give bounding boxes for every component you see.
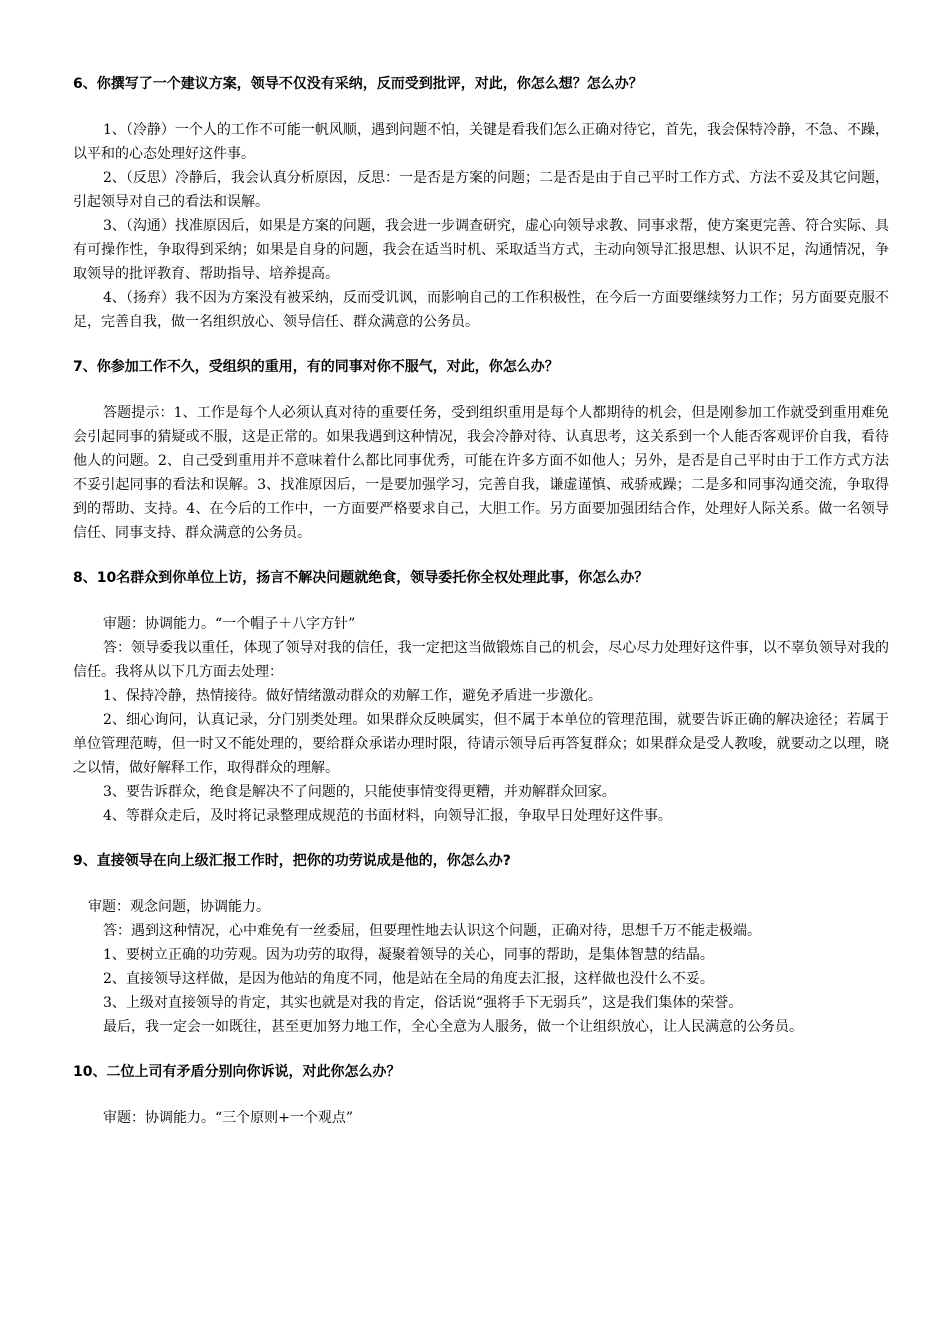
section-9-para-2: 答：遇到这种情况，心中难免有一丝委屈，但要理性地去认识这个问题，正确对待，思想千万不能走极端。 xyxy=(103,923,761,939)
section-8-para-4: 2、细心询问，认真记录，分门别类处理。如果群众反映属实，但不属于本单位的管理范围，就要告诉正确的解决途径；若属于单位管理范畴，但一时又不能处理的，要给群众承诺办理时限，待请示领导后再答复群众；如果群众是受人教唆，就要动之以理，晓之以情，做好解释工作，取得群众的理解。 xyxy=(73,712,889,776)
section-9-para-6: 最后，我一定会一如既往，甚至更加努力地工作，全心全意为人服务，做一个让组织放心，让人民满意的公务员。 xyxy=(103,1019,803,1035)
section-8-para-1: 审题：协调能力。“一个帽子＋八字方针” xyxy=(103,616,356,632)
section-10-title: 10、二位上司有矛盾分别向你诉说，对此你怎么办？ xyxy=(73,1064,401,1080)
section-9-para-1: 审题：观念问题，协调能力。 xyxy=(88,899,270,915)
section-9-para-5: 3、上级对直接领导的肯定，其实也就是对我的肯定，俗话说“强将手下无弱兵”，这是我们集体的荣誉。 xyxy=(103,995,743,1011)
section-6-title: 6、你撰写了一个建议方案，领导不仅没有采纳，反而受到批评，对此，你怎么想？怎么办？ xyxy=(73,76,643,92)
section-9-para-3: 1、要树立正确的功劳观。因为功劳的取得，凝聚着领导的关心，同事的帮助，是集体智慧的结晶。 xyxy=(103,947,714,963)
section-7-para-1: 答题提示：1、工作是每个人必须认真对待的重要任务，受到组织重用是每个人都期待的机会，但是刚参加工作就受到重用难免会引起同事的猜疑或不服，这是正常的。如果我遇到这种情况，我会冷静对待、认真思考，这关系到一个人能否客观评价自我，看待他人的问题。2、自己受到重用并不意味着什么都比同事优秀，可能在许多方面不如他人；另外，是否是自己平时由于工作方式方法不妥引起同事的看法和误解。3、找准原因后，一是要加强学习，完善自我，谦虚谨慎、戒骄戒躁；二是多和同事沟通交流，争取得到的帮助、支持。4、在今后的工作中，一方面要严格要求自己，大胆工作。另方面要加强团结合作，处理好人际关系。做一名领导信任、同事支持、群众满意的公务员。 xyxy=(73,405,889,541)
section-6-para-1: 1、（冷静）一个人的工作不可能一帆风顺，遇到问题不怕，关键是看我们怎么正确对待它，首先，我会保特冷静，不急、不躁，以平和的心态处理好这件事。 xyxy=(73,122,889,162)
section-10-para-1: 审题：协调能力。“三个原则+一个观点” xyxy=(103,1110,354,1126)
section-7 xyxy=(73,355,889,545)
section-6-para-4: 4、（扬弃）我不因为方案没有被采纳，反而受讥讽，而影响自己的工作积极性，在今后一方面要继续努力工作；另方面要克服不足，完善自我，做一名组织放心、领导信任、群众满意的公务员。 xyxy=(73,290,889,330)
section-8-para-5: 3、要告诉群众，绝食是解决不了问题的，只能使事情变得更糟，并劝解群众回家。 xyxy=(103,784,616,800)
section-10 xyxy=(73,1060,889,1130)
section-6-para-2: 2、（反思）冷静后，我会认真分析原因，反思：一是否是方案的问题；二是否是由于自己平时工作方式、方法不妥及其它问题，引起领导对自己的看法和误解。 xyxy=(73,170,889,210)
section-8-para-6: 4、等群众走后，及时将记录整理成规范的书面材料，向领导汇报，争取早日处理好这件事。 xyxy=(103,808,672,824)
section-9-title: 9、直接领导在向上级汇报工作时，把你的功劳说成是他的，你怎么办? xyxy=(73,853,511,869)
section-6 xyxy=(73,72,889,334)
section-8-para-3: 1、保持冷静，热情接待。做好情绪激动群众的劝解工作，避免矛盾进一步激化。 xyxy=(103,688,602,704)
section-8-para-2: 答：领导委我以重任，体现了领导对我的信任，我一定把这当做锻炼自己的机会，尽心尽力处理好这件事，以不辜负领导对我的信任。我将从以下几方面去处理： xyxy=(73,640,889,680)
section-9 xyxy=(73,849,889,1039)
section-6-para-3: 3、（沟通）找准原因后，如果是方案的问题，我会进一步调查研究，虚心向领导求教、同事求帮，使方案更完善、符合实际、具有可操作性，争取得到采纳；如果是自身的问题，我会在适当时机、采取适当方式，主动向领导汇报思想、认识不足，沟通情况，争取领导的批评教育、帮助指导、培养提高。 xyxy=(73,218,889,282)
document-page xyxy=(73,72,889,1130)
section-7-title: 7、你参加工作不久，受组织的重用，有的同事对你不服气，对此，你怎么办？ xyxy=(73,359,559,375)
section-8-title: 8、10名群众到你单位上访，扬言不解决问题就绝食，领导委托你全权处理此事，你怎么办？ xyxy=(73,570,649,586)
section-8 xyxy=(73,566,889,828)
section-9-para-4: 2、直接领导这样做，是因为他站的角度不同，他是站在全局的角度去汇报，这样做也没什么不妥。 xyxy=(103,971,714,987)
